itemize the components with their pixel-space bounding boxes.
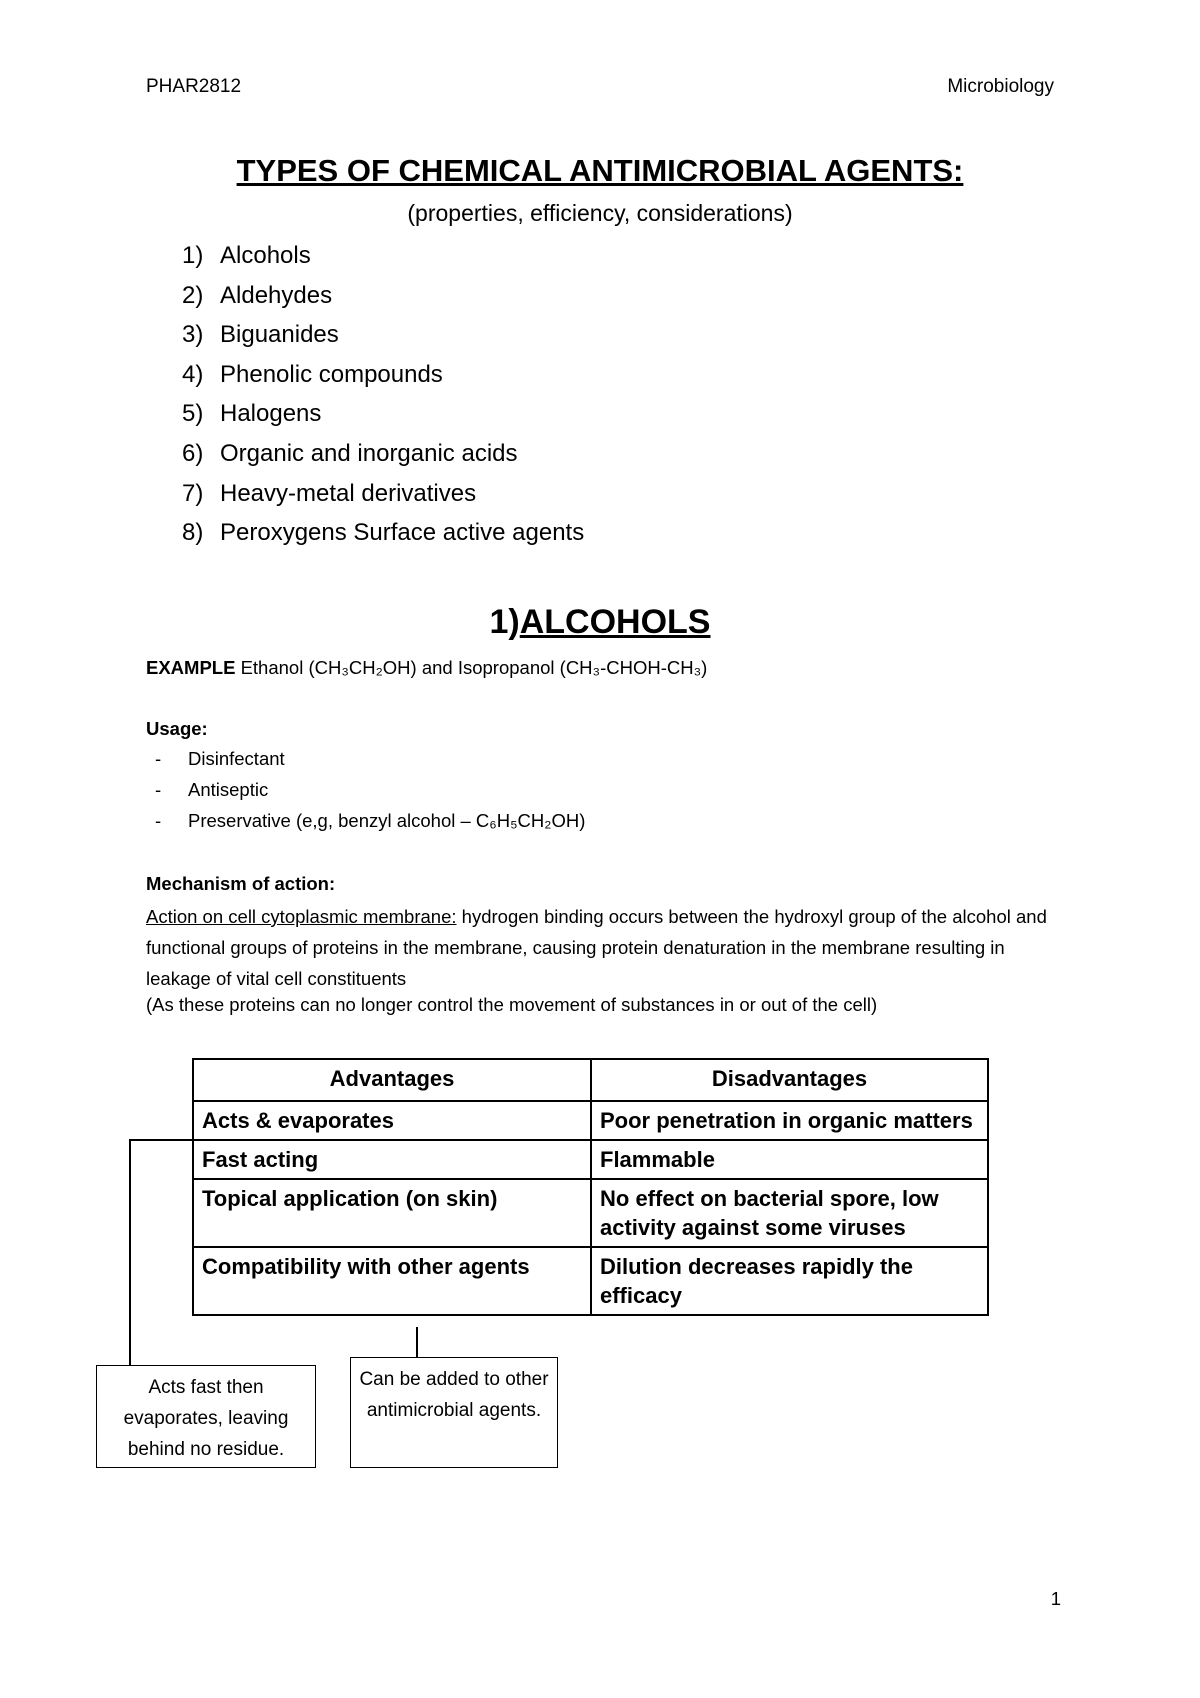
usage-list	[155, 746, 585, 839]
list-number: 7)	[182, 479, 204, 507]
list-item	[155, 746, 585, 777]
mechanism-note: (As these proteins can no longer control the movement of substances in or out of the cell)	[146, 994, 878, 1015]
table-row	[193, 1101, 988, 1140]
table-row	[193, 1179, 988, 1247]
advantages-disadvantages-table	[192, 1058, 989, 1316]
mechanism-text: hydrogen binding occurs between the hydroxyl group of the alcohol and functional groups of proteins in the membrane, causing protein denaturation in the membrane resulting in leakage of vital cell constituents	[146, 906, 1047, 989]
page-number: 1	[1050, 1588, 1061, 1609]
table-cell: Poor penetration in organic matters	[591, 1101, 988, 1140]
callout-note-evaporates: Acts fast then evaporates, leaving behind no residue.	[96, 1365, 316, 1468]
list-item	[182, 280, 584, 320]
table-cell: Dilution decreases rapidly the efficacy	[591, 1247, 988, 1315]
usage-item: Disinfectant	[188, 748, 285, 769]
list-item	[182, 478, 584, 518]
usage-item: Antiseptic	[188, 779, 269, 800]
list-item	[155, 777, 585, 808]
usage-item: Preservative (e,g, benzyl alcohol – C₆H₅CH₂OH)	[188, 810, 586, 831]
mechanism-paragraph	[146, 901, 1056, 994]
mechanism-label: Action on cell cytoplasmic membrane:	[146, 906, 457, 927]
list-item	[182, 319, 584, 359]
list-label: Heavy-metal derivatives	[220, 479, 477, 507]
header-course-code: PHAR2812	[146, 76, 242, 97]
example-text: Ethanol (CH₃CH₂OH) and Isopropanol (CH₃-CHOH-CH₃)	[240, 657, 708, 678]
list-label: Phenolic compounds	[220, 360, 443, 388]
list-number: 3)	[182, 321, 204, 349]
header-subject: Microbiology	[947, 76, 1054, 97]
callout-connector	[416, 1327, 418, 1357]
section-heading	[0, 603, 1200, 642]
usage-heading: Usage:	[146, 718, 208, 739]
bullet-dash: -	[155, 748, 162, 769]
page-title: TYPES OF CHEMICAL ANTIMICROBIAL AGENTS:	[236, 153, 964, 188]
list-label: Halogens	[220, 400, 322, 428]
bullet-dash: -	[155, 779, 162, 800]
list-item	[182, 438, 584, 478]
column-header-advantages: Advantages	[193, 1059, 591, 1101]
list-item	[182, 398, 584, 438]
table-header-row	[193, 1059, 988, 1101]
table-cell: Topical application (on skin)	[193, 1179, 591, 1247]
table-cell: Compatibility with other agents	[193, 1247, 591, 1315]
list-item	[155, 808, 585, 839]
table-cell: No effect on bacterial spore, low activity against some viruses	[591, 1179, 988, 1247]
callout-connector	[129, 1139, 203, 1141]
table-cell: Fast acting	[193, 1140, 591, 1179]
list-label: Organic and inorganic acids	[220, 439, 518, 467]
section-number: 1)	[489, 603, 520, 641]
list-item	[182, 240, 584, 280]
bullet-dash: -	[155, 810, 162, 831]
list-label: Aldehydes	[220, 281, 333, 309]
list-number: 8)	[182, 519, 204, 547]
example-label: EXAMPLE	[146, 657, 236, 678]
list-label: Alcohols	[220, 242, 311, 269]
list-number: 6)	[182, 439, 204, 467]
table-cell: Flammable	[591, 1140, 988, 1179]
column-header-disadvantages: Disadvantages	[591, 1059, 988, 1101]
list-item	[182, 359, 584, 399]
example-line	[146, 657, 707, 679]
agent-types-list	[182, 240, 584, 557]
list-label: Peroxygens Surface active agents	[220, 519, 585, 547]
table-cell: Acts & evaporates	[193, 1101, 591, 1140]
list-number: 5)	[182, 400, 204, 428]
table-row	[193, 1140, 988, 1179]
section-title: ALCOHOLS	[519, 603, 711, 641]
callout-connector	[129, 1139, 131, 1365]
list-item	[182, 517, 584, 557]
list-number: 4)	[182, 360, 204, 388]
table-row	[193, 1247, 988, 1315]
callout-note-compatibility: Can be added to other antimicrobial agents.	[350, 1357, 558, 1468]
list-label: Biguanides	[220, 321, 339, 349]
page-subtitle: (properties, efficiency, considerations)	[407, 200, 793, 226]
list-number: 2)	[182, 281, 204, 309]
list-number: 1)	[182, 242, 204, 269]
mechanism-heading: Mechanism of action:	[146, 873, 336, 894]
